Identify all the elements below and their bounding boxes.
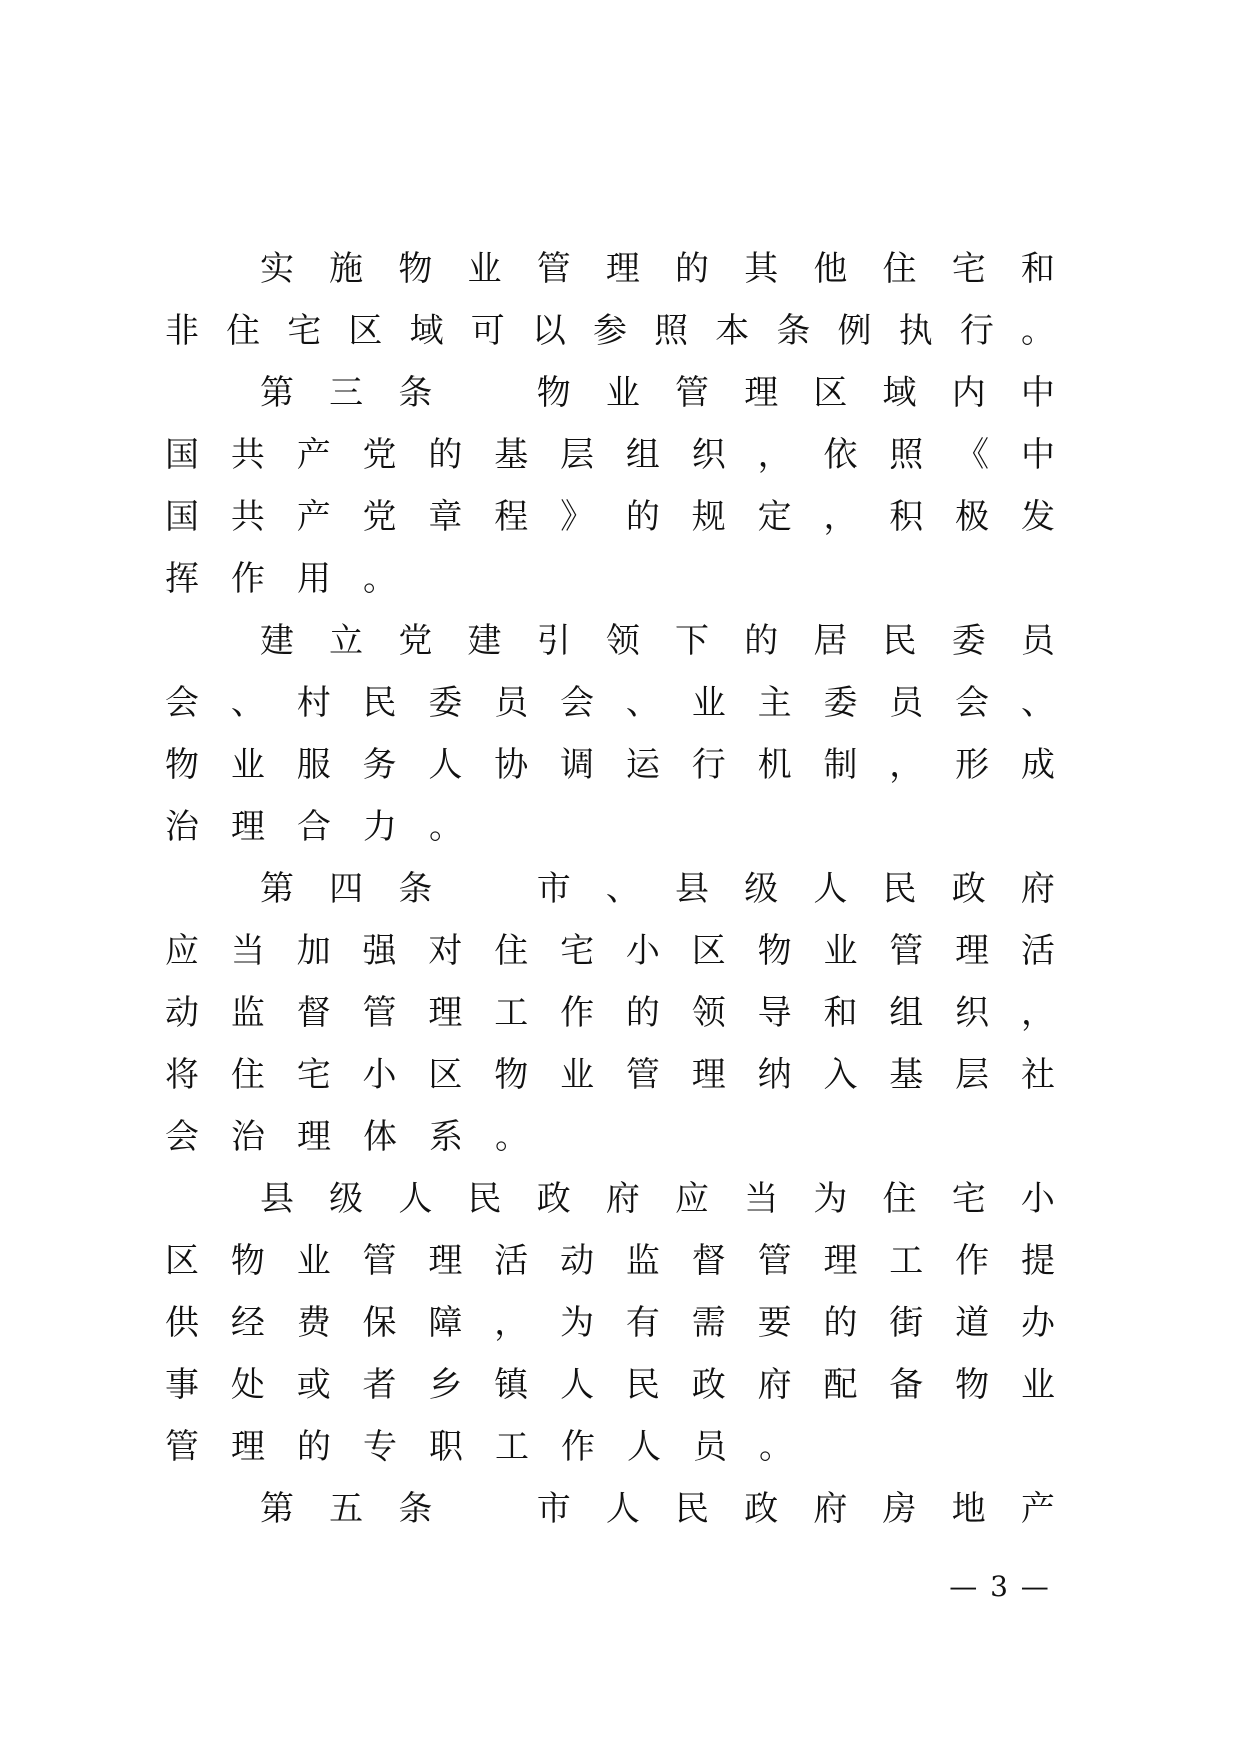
text-char: 层 — [955, 1055, 990, 1095]
text-char: 织 — [691, 435, 726, 475]
text-char: 系 — [429, 1117, 463, 1157]
article-heading-line — [255, 1478, 1060, 1540]
text-line — [255, 610, 1060, 672]
text-char: 理 — [691, 1055, 726, 1095]
text-line — [160, 1292, 1060, 1354]
text-char: 活 — [494, 1241, 529, 1281]
text-char: 人 — [560, 1365, 595, 1405]
text-char: 工 — [889, 1241, 924, 1281]
text-char: 、 — [625, 683, 660, 723]
text-char: 、 — [230, 683, 265, 723]
text-char: 制 — [823, 745, 858, 785]
text-char: 。 — [1020, 311, 1055, 351]
text-char: 可 — [470, 311, 505, 351]
text-char: 民 — [625, 1365, 660, 1405]
text-char: 组 — [889, 993, 924, 1033]
text-char: 、 — [1020, 683, 1055, 723]
text-char: 执 — [898, 311, 933, 351]
text-line — [160, 796, 1060, 858]
text-char — [463, 362, 507, 424]
text-char: 督 — [691, 1241, 726, 1281]
text-char: 委 — [428, 683, 463, 723]
text-line — [160, 920, 1060, 982]
text-char: 的 — [428, 435, 463, 475]
text-char: 住 — [882, 249, 917, 289]
text-char: 县 — [675, 869, 710, 909]
text-char: 员 — [494, 683, 529, 723]
text-char: 依 — [823, 435, 858, 475]
text-char: 政 — [951, 869, 986, 909]
text-char: 挥 — [165, 559, 199, 599]
text-char: 作 — [231, 559, 265, 599]
text-char: 人 — [627, 1427, 661, 1467]
text-char: 级 — [329, 1179, 364, 1219]
text-char: 区 — [348, 311, 383, 351]
text-char: 产 — [296, 435, 331, 475]
text-line — [160, 300, 1060, 362]
text-char: 内 — [951, 373, 986, 413]
text-char: 其 — [744, 249, 779, 289]
text-char: 应 — [675, 1179, 710, 1219]
text-char: 用 — [297, 559, 331, 599]
text-char: 立 — [329, 621, 364, 661]
text-char: 人 — [398, 1179, 433, 1219]
text-char: ， — [889, 745, 924, 785]
text-line — [160, 486, 1060, 548]
text-char: 委 — [951, 621, 986, 661]
text-char: 宅 — [287, 311, 322, 351]
text-char: 备 — [889, 1365, 924, 1405]
text-char: 共 — [230, 497, 265, 537]
text-char: 理 — [231, 1427, 265, 1467]
text-char: 政 — [744, 1489, 779, 1529]
text-char: 作 — [560, 993, 595, 1033]
text-char: 加 — [296, 931, 331, 971]
text-char: 动 — [165, 993, 199, 1033]
text-char: 条 — [776, 311, 811, 351]
text-char: 《 — [955, 435, 990, 475]
text-char: 非 — [165, 311, 199, 351]
text-char: 物 — [955, 1365, 990, 1405]
text-char: ， — [823, 497, 858, 537]
text-char: 道 — [955, 1303, 990, 1343]
text-char: 员 — [889, 683, 924, 723]
text-char: 居 — [813, 621, 848, 661]
text-char: 物 — [757, 931, 792, 971]
text-char: 会 — [560, 683, 595, 723]
text-char: 行 — [691, 745, 726, 785]
text-char: 住 — [882, 1179, 917, 1219]
text-char: 理 — [428, 993, 463, 1033]
text-char: 形 — [955, 745, 990, 785]
text-char: 。 — [429, 807, 463, 847]
text-char: 基 — [889, 1055, 924, 1095]
text-char: 行 — [959, 311, 994, 351]
text-char: 和 — [823, 993, 858, 1033]
text-char: 费 — [296, 1303, 331, 1343]
text-char: 域 — [409, 311, 444, 351]
text-char: 村 — [296, 683, 331, 723]
text-char: 工 — [494, 993, 529, 1033]
text-char: 要 — [757, 1303, 792, 1343]
text-char: 理 — [297, 1117, 331, 1157]
text-char: 他 — [813, 249, 848, 289]
text-char: 或 — [296, 1365, 331, 1405]
text-char: 街 — [889, 1303, 924, 1343]
text-char: 章 — [428, 497, 463, 537]
text-char: 宅 — [951, 1179, 986, 1219]
text-char: 事 — [165, 1365, 199, 1405]
text-char: 发 — [1020, 497, 1055, 537]
text-char: 住 — [230, 1055, 265, 1095]
text-char: 引 — [536, 621, 571, 661]
page-number: — 3 — — [949, 1570, 1051, 1603]
text-char: 理 — [428, 1241, 463, 1281]
text-char: 条 — [398, 869, 433, 909]
text-char: 管 — [675, 373, 710, 413]
text-char: 。 — [495, 1117, 529, 1157]
text-char: 保 — [362, 1303, 397, 1343]
text-char: 小 — [625, 931, 660, 971]
text-char: 理 — [955, 931, 990, 971]
article-heading-line — [255, 362, 1060, 424]
text-char: 当 — [744, 1179, 779, 1219]
text-char: 》 — [560, 497, 595, 537]
text-char: 体 — [363, 1117, 397, 1157]
text-char: 员 — [1020, 621, 1055, 661]
text-char: 党 — [362, 497, 397, 537]
text-char — [463, 1478, 507, 1540]
text-char: 中 — [1020, 373, 1055, 413]
text-char: 业 — [823, 931, 858, 971]
text-char: 房 — [882, 1489, 917, 1529]
text-char: 政 — [691, 1365, 726, 1405]
text-line — [160, 734, 1060, 796]
text-char: 和 — [1020, 249, 1055, 289]
text-char: 办 — [1020, 1303, 1055, 1343]
text-char: 有 — [625, 1303, 660, 1343]
text-char: 条 — [398, 373, 433, 413]
text-char: 作 — [955, 1241, 990, 1281]
text-char: 的 — [297, 1427, 331, 1467]
text-char: 配 — [823, 1365, 858, 1405]
text-char: 府 — [1020, 869, 1055, 909]
text-char: 职 — [429, 1427, 463, 1467]
text-char: 极 — [955, 497, 990, 537]
text-char: 当 — [230, 931, 265, 971]
text-char: 务 — [362, 745, 397, 785]
text-char: 。 — [759, 1427, 793, 1467]
text-char: 层 — [560, 435, 595, 475]
text-char: 工 — [495, 1427, 529, 1467]
text-char: 条 — [398, 1489, 433, 1529]
text-char: 区 — [813, 373, 848, 413]
text-char: 四 — [329, 869, 364, 909]
text-char: 以 — [531, 311, 566, 351]
text-char: 管 — [625, 1055, 660, 1095]
text-char: 积 — [889, 497, 924, 537]
text-char: 人 — [605, 1489, 640, 1529]
text-char: 基 — [494, 435, 529, 475]
text-char: 府 — [757, 1365, 792, 1405]
text-char: 规 — [691, 497, 726, 537]
text-char: 人 — [813, 869, 848, 909]
text-char: 需 — [691, 1303, 726, 1343]
text-char: 导 — [757, 993, 792, 1033]
text-char: 下 — [675, 621, 710, 661]
text-char: 市 — [536, 1489, 571, 1529]
text-char: 乡 — [428, 1365, 463, 1405]
text-char: 监 — [230, 993, 265, 1033]
text-char: 为 — [560, 1303, 595, 1343]
text-char: 第 — [260, 1489, 294, 1529]
text-char: 管 — [536, 249, 571, 289]
text-char: 机 — [757, 745, 792, 785]
text-char: 五 — [329, 1489, 364, 1529]
text-char: 织 — [955, 993, 990, 1033]
text-char: 督 — [296, 993, 331, 1033]
text-char: 中 — [1020, 435, 1055, 475]
text-char: 民 — [467, 1179, 502, 1219]
text-char: 活 — [1020, 931, 1055, 971]
text-char: 区 — [428, 1055, 463, 1095]
text-char: 域 — [882, 373, 917, 413]
text-char: 物 — [536, 373, 571, 413]
text-char: 国 — [165, 497, 199, 537]
text-char: 业 — [605, 373, 640, 413]
text-line — [160, 424, 1060, 486]
text-line — [160, 1416, 1060, 1478]
text-line — [255, 1168, 1060, 1230]
text-char: 区 — [165, 1241, 199, 1281]
text-char: 者 — [362, 1365, 397, 1405]
text-line — [160, 1106, 1060, 1168]
text-char: 级 — [744, 869, 779, 909]
text-char: 府 — [813, 1489, 848, 1529]
text-char: ， — [494, 1303, 529, 1343]
text-char — [463, 858, 507, 920]
text-char: 业 — [560, 1055, 595, 1095]
text-char: 服 — [296, 745, 331, 785]
text-char: 物 — [494, 1055, 529, 1095]
text-char: 经 — [230, 1303, 265, 1343]
text-char: 强 — [362, 931, 397, 971]
text-char: 三 — [329, 373, 364, 413]
text-char: 的 — [823, 1303, 858, 1343]
text-char: 监 — [625, 1241, 660, 1281]
text-char: 建 — [467, 621, 502, 661]
text-char: 力 — [363, 807, 397, 847]
text-char: 民 — [675, 1489, 710, 1529]
article-heading-line — [255, 858, 1060, 920]
text-char: 协 — [494, 745, 529, 785]
text-char: 纳 — [757, 1055, 792, 1095]
text-char: 领 — [605, 621, 640, 661]
text-char: 会 — [955, 683, 990, 723]
text-char: 民 — [362, 683, 397, 723]
text-char: 专 — [363, 1427, 397, 1467]
text-char: 地 — [951, 1489, 986, 1529]
text-char: 小 — [362, 1055, 397, 1095]
text-char: 照 — [889, 435, 924, 475]
text-char: 合 — [297, 807, 331, 847]
text-char: 管 — [362, 1241, 397, 1281]
text-char: 领 — [691, 993, 726, 1033]
text-char: 业 — [467, 249, 502, 289]
text-char: 宅 — [560, 931, 595, 971]
text-char: 国 — [165, 435, 199, 475]
text-char: 的 — [675, 249, 710, 289]
text-char: 治 — [165, 807, 199, 847]
text-char: 照 — [654, 311, 689, 351]
text-char: 镇 — [494, 1365, 529, 1405]
text-char: 宅 — [296, 1055, 331, 1095]
text-line — [160, 1230, 1060, 1292]
text-char: 调 — [560, 745, 595, 785]
text-line — [160, 548, 1060, 610]
text-char: 第 — [260, 869, 294, 909]
text-char: 党 — [362, 435, 397, 475]
text-char: 产 — [1020, 1489, 1055, 1529]
text-char: 员 — [693, 1427, 727, 1467]
text-char: 成 — [1020, 745, 1055, 785]
text-char: 宅 — [951, 249, 986, 289]
text-char: 管 — [165, 1427, 199, 1467]
text-char: 政 — [536, 1179, 571, 1219]
text-char: 业 — [1020, 1365, 1055, 1405]
text-char: 物 — [230, 1241, 265, 1281]
text-char: 程 — [494, 497, 529, 537]
text-char: 本 — [715, 311, 750, 351]
text-char: 理 — [744, 373, 779, 413]
text-char: 理 — [823, 1241, 858, 1281]
text-char: 、 — [605, 869, 640, 909]
text-char: 对 — [428, 931, 463, 971]
text-char: 入 — [823, 1055, 858, 1095]
text-char: 参 — [592, 311, 627, 351]
text-char: 作 — [561, 1427, 595, 1467]
text-line — [160, 1044, 1060, 1106]
text-char: 组 — [625, 435, 660, 475]
text-char: 管 — [362, 993, 397, 1033]
text-char: 党 — [398, 621, 433, 661]
text-char: 府 — [605, 1179, 640, 1219]
text-char: 为 — [813, 1179, 848, 1219]
text-char: 的 — [625, 497, 660, 537]
text-char: 。 — [363, 559, 397, 599]
text-char: 施 — [329, 249, 364, 289]
text-char: 理 — [231, 807, 265, 847]
text-char: 民 — [882, 621, 917, 661]
text-char: 的 — [625, 993, 660, 1033]
text-char: 产 — [296, 497, 331, 537]
text-char: ， — [1020, 993, 1055, 1033]
text-char: 应 — [165, 931, 199, 971]
text-char: 业 — [691, 683, 726, 723]
text-char: 小 — [1020, 1179, 1055, 1219]
text-line — [255, 238, 1060, 300]
text-char: 例 — [837, 311, 872, 351]
text-char: 障 — [428, 1303, 463, 1343]
text-char: 住 — [494, 931, 529, 971]
text-line — [160, 1354, 1060, 1416]
text-char: ， — [757, 435, 792, 475]
text-char: 供 — [165, 1303, 199, 1343]
text-char: 物 — [165, 745, 199, 785]
text-char: 物 — [398, 249, 433, 289]
text-char: 提 — [1020, 1241, 1055, 1281]
text-char: 处 — [230, 1365, 265, 1405]
text-char: 业 — [296, 1241, 331, 1281]
text-char: 社 — [1020, 1055, 1055, 1095]
text-char: 业 — [230, 745, 265, 785]
text-char: 实 — [260, 249, 294, 289]
text-line — [160, 672, 1060, 734]
text-char: 区 — [691, 931, 726, 971]
text-char: 会 — [165, 1117, 199, 1157]
text-char: 将 — [165, 1055, 199, 1095]
text-char: 会 — [165, 683, 199, 723]
text-char: 的 — [744, 621, 779, 661]
text-char: 主 — [757, 683, 792, 723]
text-char: 人 — [428, 745, 463, 785]
text-char: 管 — [889, 931, 924, 971]
text-char: 运 — [625, 745, 660, 785]
text-char: 市 — [536, 869, 571, 909]
text-char: 治 — [231, 1117, 265, 1157]
text-char: 委 — [823, 683, 858, 723]
text-char: 住 — [226, 311, 261, 351]
text-char: 理 — [605, 249, 640, 289]
text-line — [160, 982, 1060, 1044]
text-char: 管 — [757, 1241, 792, 1281]
text-char: 县 — [260, 1179, 294, 1219]
text-char: 第 — [260, 373, 294, 413]
text-char: 共 — [230, 435, 265, 475]
text-char: 动 — [560, 1241, 595, 1281]
text-char: 民 — [882, 869, 917, 909]
text-char: 定 — [757, 497, 792, 537]
text-char: 建 — [260, 621, 294, 661]
